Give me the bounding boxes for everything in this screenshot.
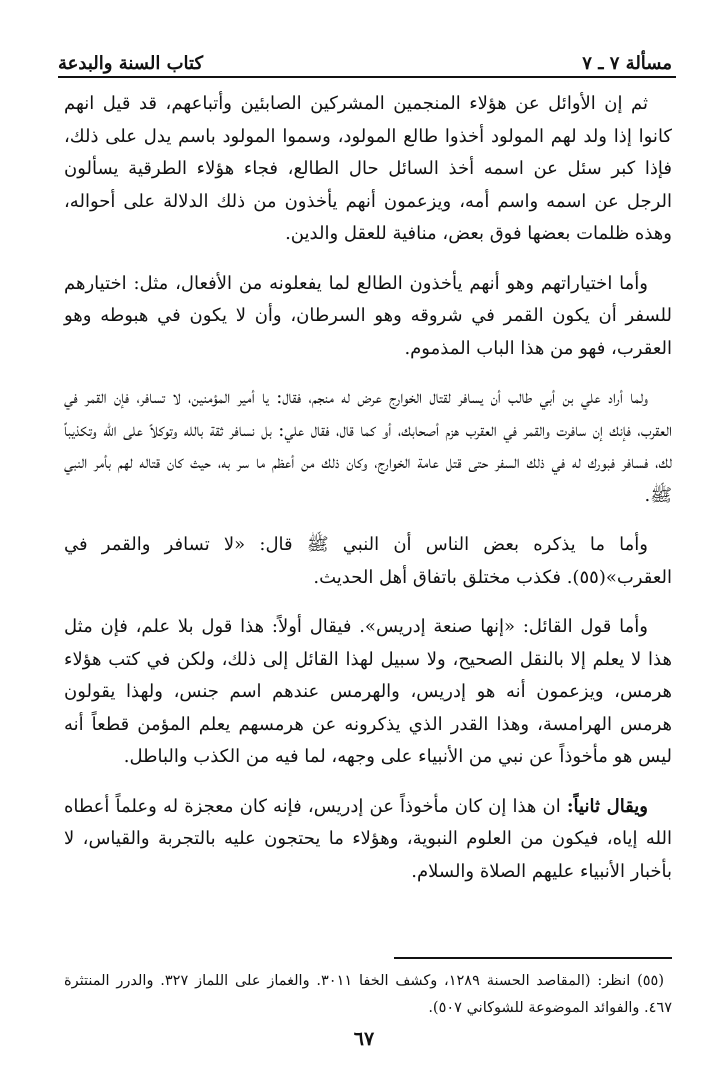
paragraph-lead: ويقال ثانياً: <box>566 795 648 817</box>
paragraph: وأما ما يذكره بعض الناس أن النبي ﷺ قال: «لا تسافر والقمر في العقرب»(٥٥). فكذب مختلق باتفاق أهل الحديث. <box>64 534 672 588</box>
paragraph: وأما قول القائل: «إنها صنعة إدريس». فيقال أولاً: هذا قول بلا علم، فإن مثل هذا لا يعلم إلا بالنقل الصحيح، ولا سبيل لهذا القائل إلى ذلك، ولكن في كتب هؤلاء هرمس، ويزعمون أنه هو إدريس، والهرمس عندهم اسم جنس، ولهذا يقولون هرمس الهرامسة، وهذا القدر الذي يذكرونه عن هرمسهم يعلم المؤمن قطعاً أنه ليس هو مأخوذاً عن نبي من الأنبياء على وجهه، لما فيه من الكذب والباطل. <box>64 616 672 767</box>
paragraph: ثم إن الأوائل عن هؤلاء المنجمين المشركين الصابئين وأتباعهم، قد قيل انهم كانوا إذا ولد لهم المولود أخذوا طالع المولود، وسموا المولود باسم يدل على ذلك، فإذا كبر سئل عن اسمه أخذ السائل حال الطالع، فجاء هؤلاء الطرقية يسألون الرجل عن اسمه واسم أمه، ويزعمون أنهم يأخذون من ذلك الدلالة على أحواله، وهذه ظلمات بعضها فوق بعض، منافية للعقل والدين. <box>64 93 672 244</box>
paragraph: ولما أراد علي بن أبي طالب أن يسافر لقتال الخوارج عرض له منجم، فقال: يا أمير المؤمنين، لا تسافر، فإن القمر في العقرب، فإنك إن سافرت والقمر في العقرب هزم أصحابك، أو كما قال، فقال علي: بل نسافر ثقة بالله وتوكلاً على الله وتكذيباً لك، فسافر فبورك له في ذلك السفر حتى قتل عامة الخوارج، وكان ذلك من أعظم ما سر به، حيث كان قتاله لهم بأمر النبي ﷺ. <box>64 387 672 506</box>
paragraph: وأما اختياراتهم وهو أنهم يأخذون الطالع لما يفعلونه من الأفعال، مثل: اختيارهم للسفر أن يكون القمر في شروقه وهو السرطان، وأن لا يكون في هبوطه وهو العقرب، فهو من هذا الباب المذموم. <box>64 272 672 359</box>
footnote: (٥٥) انظر: (المقاصد الحسنة ١٢٨٩، وكشف الخفا ٣٠١١. والغماز على اللماز ٣٢٧. والدرر المنتثرة ٤٦٧. والفوائد الموضوعة للشوكاني ٥٠٧). <box>64 973 672 1016</box>
footnote-rule <box>394 957 672 959</box>
main-text <box>64 88 672 905</box>
header-rule <box>58 76 676 78</box>
page-number: ٦٧ <box>353 1028 375 1050</box>
issue-label: مسألة ٧ ـ ٧ <box>582 53 672 74</box>
running-header <box>58 44 672 74</box>
book-title: كتاب السنة والبدعة <box>58 53 204 74</box>
paragraph: ويقال ثانياً: ان هذا إن كان مأخوذاً عن إدريس، فإنه كان معجزة له وعلماً أعطاه الله إياه، فيكون من العلوم النبوية، وهؤلاء ما يحتجون عليه بالتجربة والقياس، لا بأخبار الأنبياء عليهم الصلاة والسلام. <box>64 795 672 882</box>
